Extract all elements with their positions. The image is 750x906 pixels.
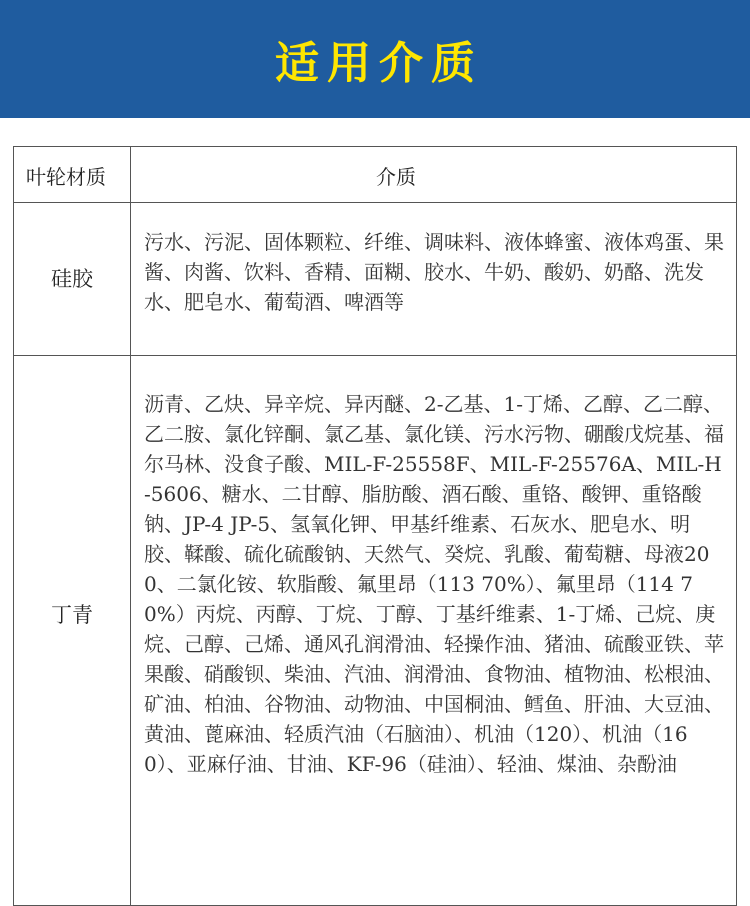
material-label-nitrile: 丁青 xyxy=(51,603,93,627)
header-title: 适用介质 xyxy=(275,38,483,89)
header-row-divider xyxy=(14,202,736,203)
page-header xyxy=(0,0,750,118)
row-divider xyxy=(14,355,736,356)
media-table xyxy=(13,146,737,906)
material-label-silicone: 硅胶 xyxy=(51,267,93,291)
column-divider xyxy=(130,147,131,905)
column-header-media: 介质 xyxy=(376,165,416,189)
column-header-material: 叶轮材质 xyxy=(26,165,106,189)
media-list-silicone: 污水、污泥、固体颗粒、纤维、调味料、液体蜂蜜、液体鸡蛋、果酱、肉酱、饮料、香精、面糊、胶水、牛奶、酸奶、奶酪、洗发水、肥皂水、葡萄酒、啤酒等 xyxy=(144,230,724,314)
media-list-nitrile: 沥青、乙炔、异辛烷、异丙醚、2-乙基、1-丁烯、乙醇、乙二醇、乙二胺、氯化锌酮、氯乙基、氯化镁、污水污物、硼酸戊烷基、福尔马林、没食子酸、MIL-F-25558F、MIL-F-25576A、MIL-H-5606、糖水、二甘醇、脂肪酸、酒石酸、重铬、酸钾、重铬酸钠、JP-4 JP-5、氢氧化钾、甲基纤维素、石灰水、肥皂水、明胶、鞣酸、硫化硫酸钠、天然气、癸烷、乳酸、葡萄糖、母液200、二氯化铵、软脂酸、氟里昂（113 70%）、氟里昂（114 70%）丙烷、丙醇、丁烷、丁醇、丁基纤维素、1-丁烯、己烷、庚烷、己醇、己烯、通风孔润滑油、轻操作油、猪油、硫酸亚铁、苹果酸、硝酸钡、柴油、汽油、润滑油、食物油、植物油、松根油、矿油、柏油、谷物油、动物油、中国桐油、鳕鱼、肝油、大豆油、黄油、蓖麻油、轻质汽油（石脑油）、机油（120）、机油（160）、亚麻仔油、甘油、KF-96（硅油）、轻油、煤油、杂酚油 xyxy=(144,392,724,776)
